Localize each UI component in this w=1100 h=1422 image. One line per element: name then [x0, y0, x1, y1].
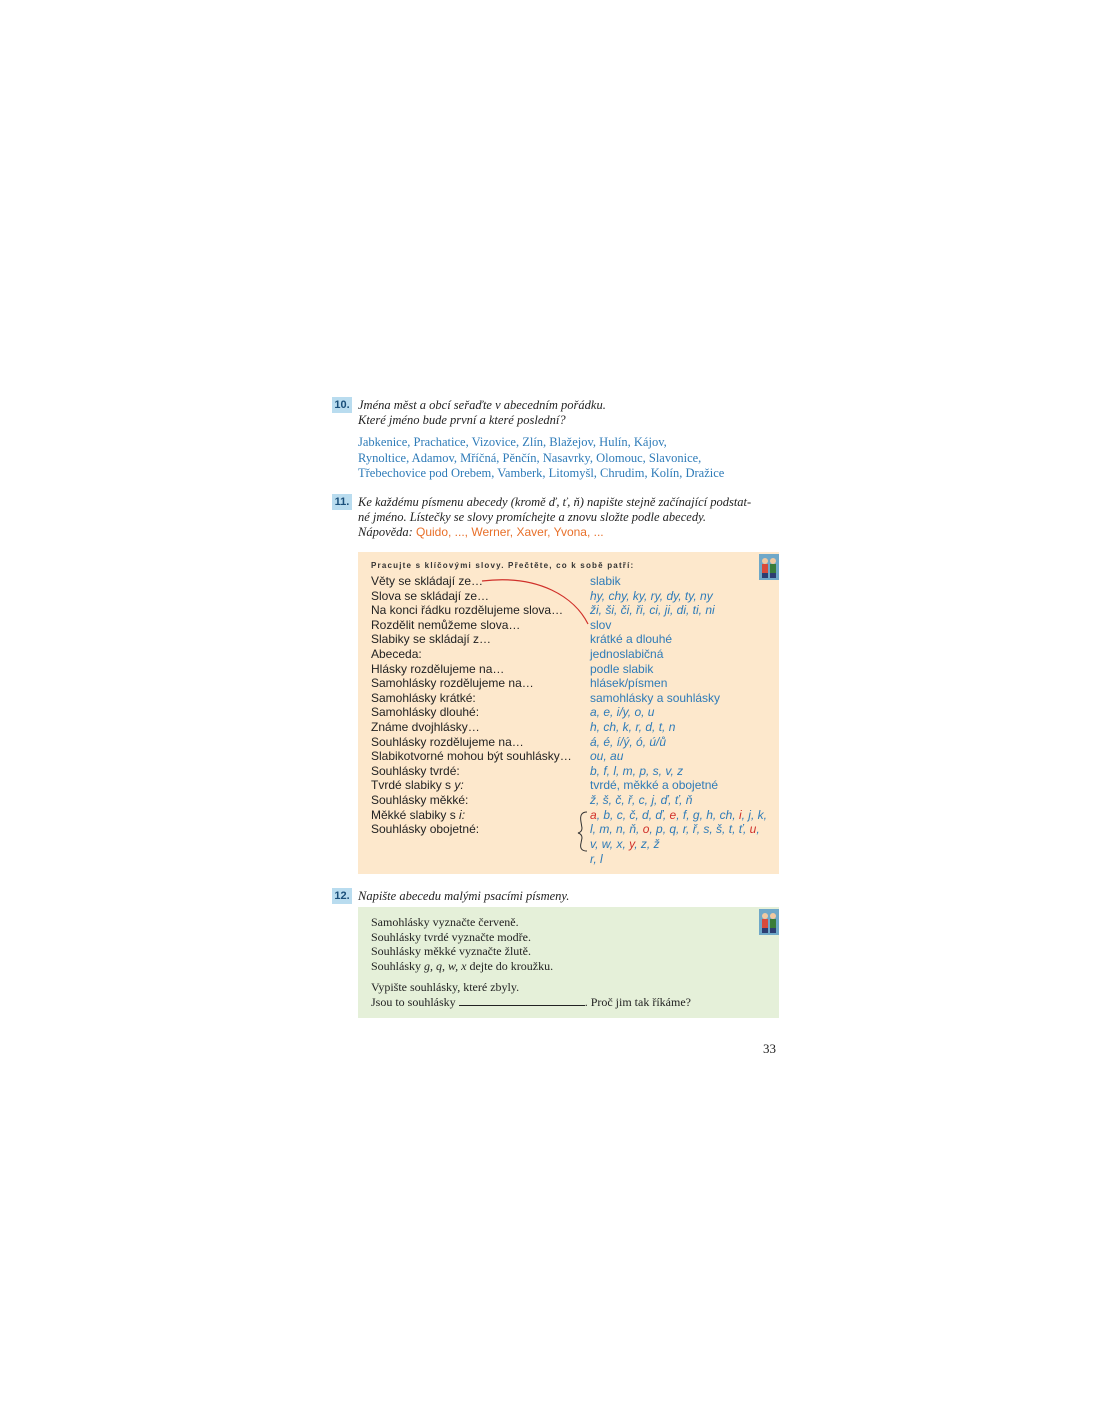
keyword-prompt-text: Věty se skládají ze… [371, 574, 484, 588]
keyword-prompt-text: Samohlásky rozdělujeme na… [371, 676, 534, 691]
consonants: , p, q, r, ř, s, š, t, ť, [649, 822, 750, 836]
green-instruction: Souhlásky měkké vyznačte žlutě. [371, 944, 531, 958]
green-instruction [371, 995, 691, 1010]
vowel-letter: e [669, 808, 677, 822]
keyword-answer: tvrdé, měkké a obojetné [590, 778, 719, 793]
keyword-prompt-text: Na konci řádku rozdělujeme slova… [371, 603, 564, 618]
keyword-answer: á, é, í/ý, ó, ú/ů [590, 734, 667, 749]
text-part: Jsou to souhlásky [371, 995, 459, 1009]
keyword-answer: b, f, l, m, p, s, v, z [590, 763, 684, 778]
text-part: dejte do kroužku. [466, 959, 554, 973]
keyword-answer: jednoslabičná [590, 647, 664, 661]
keyword-answer: samohlásky a souhlásky [590, 690, 721, 705]
consonants: , f, g, h, ch, [676, 808, 739, 822]
vowel-letter: u [749, 822, 757, 836]
instruction-line: Které jméno bude první a které poslední? [358, 413, 566, 427]
syllabic-consonants: r, l [590, 852, 603, 866]
consonants: , b, c, č, d, ď, [596, 808, 670, 822]
alphabet-row [590, 808, 767, 823]
hint-label: Nápověda: [358, 525, 413, 539]
keyword-prompt-text: Souhlásky tvrdé: [371, 763, 460, 778]
consonants: , j, k, [741, 808, 767, 822]
keyword-answer: krátké a dlouhé [590, 632, 673, 647]
syllable-letter: y: [454, 778, 464, 793]
keyword-title: Pracujte s klíčovými slovy. Přečtěte, co k sobě patří: [371, 561, 635, 570]
green-instruction [371, 959, 553, 974]
hint-names: Quido, ..., Werner, Xaver, Yvona, ... [415, 525, 604, 539]
keyword-prompt-text: Souhlásky obojetné: [371, 822, 480, 837]
consonants: l, m, n, ň, [590, 822, 643, 836]
keyword-prompt-text: Hlásky rozdělujeme na… [371, 661, 505, 676]
town-line: Rynoltice, Adamov, Mříčná, Pěnčín, Nasavrky, Olomouc, Slavonice, [358, 450, 702, 465]
consonants: , [756, 822, 760, 836]
page-number: 33 [763, 1041, 776, 1056]
task-instruction: Napište abecedu malými psacími písmeny. [358, 889, 570, 903]
vowel-letter: i [738, 808, 742, 822]
keyword-answer: slov [590, 617, 612, 632]
keyword-answer: slabik [590, 574, 621, 588]
task-number: 11. [332, 494, 352, 510]
town-line: Jabkenice, Prachatice, Vizovice, Zlín, Blažejov, Hulín, Kájov, [358, 435, 667, 449]
keyword-prompt-text: Měkké slabiky s [371, 807, 456, 822]
keyword-prompt-text: Tvrdé slabiky s [371, 778, 452, 793]
vowel-letter: y [629, 837, 635, 851]
town-line: Třebechovice pod Orebem, Vamberk, Litomyšl, Chrudim, Kolín, Dražice [358, 466, 725, 480]
keyword-prompt-text: Samohlásky dlouhé: [371, 705, 480, 720]
keyword-prompt-text: Slabiky se skládají z… [371, 632, 492, 647]
green-instruction: Souhlásky tvrdé vyznačte modře. [371, 930, 531, 944]
task-number: 10. [332, 397, 352, 413]
keyword-answer: hlásek/písmen [590, 676, 668, 691]
answer-blank[interactable] [459, 995, 585, 1006]
keyword-prompt-text: Samohlásky krátké: [371, 690, 476, 705]
keyword-prompt-text: Známe dvojhlásky… [371, 720, 480, 734]
instruction-line: Jména měst a obcí seřaďte v abecedním pořádku. [358, 398, 606, 412]
letters-italic: g, q, w, x [424, 959, 467, 973]
keyword-answer: h, ch, k, r, d, t, n [590, 720, 676, 734]
consonants: v, w, x, [590, 837, 630, 851]
alphabet-row [590, 837, 660, 852]
keyword-answer: a, e, i/y, o, u [590, 705, 655, 720]
keyword-answer: podle slabik [590, 661, 654, 676]
instruction-line: né jméno. Lístečky se slovy promíchejte a znovu složte podle abecedy. [358, 510, 707, 524]
keyword-prompt-text: Slabikotvorné mohou být souhlásky… [371, 749, 572, 764]
keyword-prompt-text: Abeceda: [371, 647, 422, 661]
text-part: . Proč jim tak říkáme? [584, 995, 691, 1009]
vowel-letter: o [642, 822, 650, 836]
text-part: Souhlásky [371, 959, 425, 973]
green-instruction: Vypište souhlásky, které zbyly. [371, 980, 520, 994]
keyword-prompt-text: Souhlásky rozdělujeme na… [371, 734, 524, 749]
keyword-prompt-text: Rozdělit nemůžeme slova… [371, 617, 521, 632]
keyword-prompt-text: Souhlásky měkké: [371, 793, 469, 807]
keyword-prompt-text: Slova se skládají ze… [371, 588, 490, 603]
pair-work-icon [759, 909, 779, 935]
task-number: 12. [332, 888, 352, 904]
keyword-answer: ou, au [590, 749, 624, 764]
keyword-answer: ž, š, č, ř, c, j, ď, ť, ň [590, 793, 693, 807]
vowel-letter: a [590, 808, 597, 822]
alphabet-row [590, 822, 760, 837]
instruction-line: Ke každému písmenu abecedy (kromě ď, ť, ň) napište stejně začínající podstat- [358, 495, 752, 509]
syllable-letter: i: [459, 807, 466, 822]
consonants: , z, ž [634, 837, 660, 851]
green-instruction: Samohlásky vyznačte červeně. [371, 915, 519, 929]
keyword-answer: hy, chy, ky, ry, dy, ty, ny [590, 588, 713, 603]
keyword-answer: ži, ši, či, ři, ci, ji, di, ti, ni [590, 603, 715, 618]
